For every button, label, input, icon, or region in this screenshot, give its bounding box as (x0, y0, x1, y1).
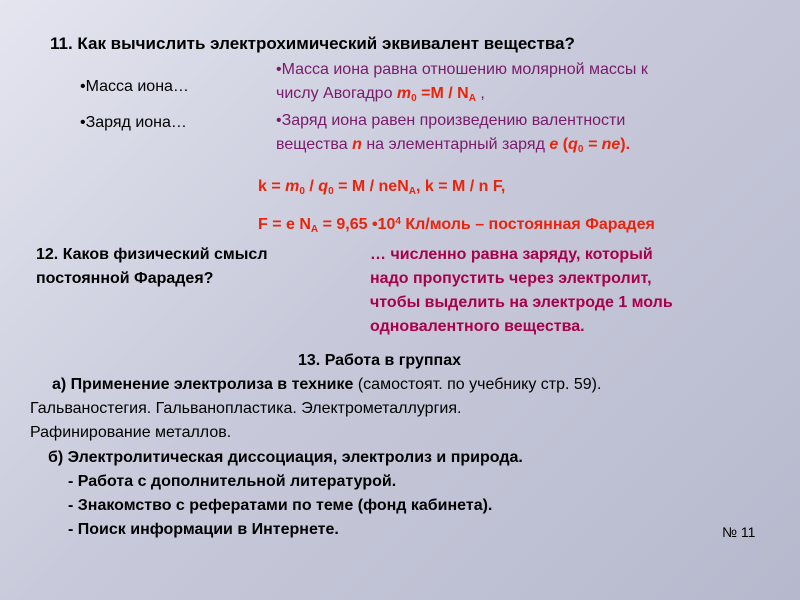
q12-question-line-1: 12. Каков физический смысл (36, 246, 268, 263)
q12-answer-line-4: одновалентного вещества. (370, 318, 585, 335)
q13-galv-line: Гальваностегия. Гальванопластика. Электрометаллургия. (30, 400, 462, 417)
q11-mass-label: •Масса иона… (80, 78, 189, 95)
q13-refin-line: Рафинирование металлов. (30, 424, 232, 441)
q12-question (36, 243, 267, 291)
q12-answer-line-3: чтобы выделить на электроде 1 моль (370, 294, 673, 311)
q13-item-1: - Работа с дополнительной литературой. (68, 473, 397, 490)
q13-item-3: - Поиск информации в Интернете. (68, 521, 339, 538)
q11-title: 11. Как вычислить электрохимический эквивалент вещества? (50, 34, 575, 53)
q11-mass-explanation (276, 58, 648, 106)
q11-charge-explanation (276, 109, 630, 157)
mass-line-1: •Масса иона равна отношению молярной массы к (276, 61, 648, 78)
q12-answer-line-1: … численно равна заряду, который (370, 246, 653, 263)
formula-faraday: F = e $N_A = 9,65$ $•10^4$ Кл/моль – постоянная Фарадея (258, 216, 655, 235)
q13-a: а) Применение электролиза в технике (самостоят. по учебнику стр. 59). (52, 376, 602, 393)
q13-item-2: - Знакомство с рефератами по теме (фонд кабинета). (68, 497, 493, 514)
charge-line-2: вещества n на элементарный заряд e $(q_0 = ne)$. (276, 136, 631, 155)
q13-b: б) Электролитическая диссоциация, электролиз и природа. (48, 449, 523, 466)
mass-line-2: числу Авогадро $m_0 =M / N_A$ , (276, 85, 485, 104)
q12-answer (370, 243, 673, 339)
slide-number: № 11 (722, 524, 756, 540)
q13-items (68, 470, 492, 542)
q12-question-line-2: постоянной Фарадея? (36, 270, 214, 287)
q11-charge-label: •Заряд иона… (80, 114, 187, 131)
charge-line-1: •Заряд иона равен произведению валентности (276, 112, 626, 129)
q12-answer-line-2: надо пропустить через электролит, (370, 270, 652, 287)
formula-k: $k = m_0 / q_0 = M / neN_A$, k = M / n F, (258, 178, 506, 197)
q13-title: 13. Работа в группах (298, 352, 462, 369)
